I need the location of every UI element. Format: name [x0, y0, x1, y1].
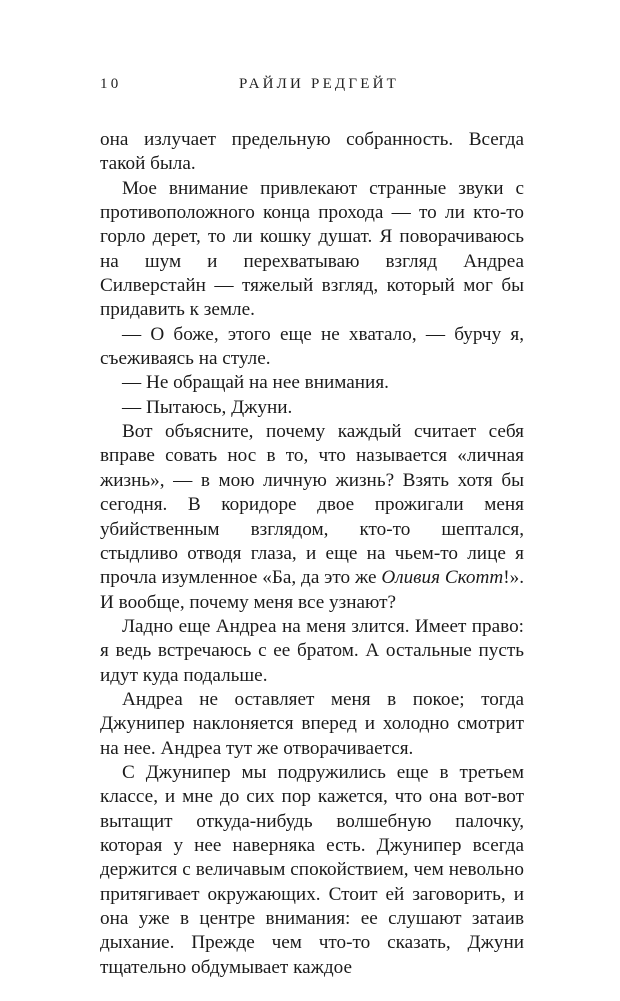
emphasized-name: Оливия Скотт	[381, 567, 504, 589]
page-number: 10	[100, 76, 122, 92]
paragraph: — О боже, этого еще не хватало, — бурчу я, съеживаясь на стуле.	[100, 323, 524, 370]
running-title: РАЙЛИ РЕДГЕЙТ	[238, 76, 399, 92]
paragraph	[100, 420, 524, 615]
paragraph: она излучает предельную собранность. Всегда такой была.	[100, 129, 524, 175]
paragraph: Мое внимание привлекают странные звуки с противоположного конца прохода — то ли кто-то горло дерет, то ли кошку душат. Я поворачиваюсь на шум и перехватываю взгляд Андреа Силверстайн — тяжелый взгляд, который мог бы придавить к земле.	[100, 177, 524, 321]
paragraph: Андреа не оставляет меня в покое; тогда Джунипер наклоняется вперед и холодно смотрит на нее. Андреа тут же отворачивается.	[100, 688, 524, 759]
body-text	[100, 128, 524, 980]
paragraph: Ладно еще Андреа на меня злится. Имеет право: я ведь встречаюсь с ее братом. А остальные пусть идут куда подальше.	[100, 615, 524, 686]
paragraph-text: Вот объясните, почему каждый считает себя вправе совать нос в то, что называется «личная жизнь», — в мою личную жизнь? Взять хотя бы сегодня. В коридоре двое прожигали меня убийственным взглядом, кто-то шептался, стыдливо отводя глаза, и еще на чьем-то лице я прочла изумленное «Ба, да это же	[100, 421, 524, 589]
paragraph: С Джунипер мы подружились еще в третьем классе, и мне до сих пор кажется, что она вот-вот вытащит откуда-нибудь волшебную палочку, которая у нее наверняка есть. Джунипер всегда держится с величавым спокойствием, чем невольно притягивает окружающих. Стоит ей заговорить, и она уже в центре внимания: ее слушают затаив дыхание. Прежде чем что-то сказать, Джуни тщательно обдумывает каждое	[100, 761, 524, 978]
running-head	[100, 76, 524, 100]
paragraph-text: !». И вообще, почему меня все узнают?	[100, 567, 524, 613]
paragraph: — Пытаюсь, Джуни.	[122, 396, 293, 418]
paragraph: — Не обращай на нее внимания.	[122, 372, 389, 394]
